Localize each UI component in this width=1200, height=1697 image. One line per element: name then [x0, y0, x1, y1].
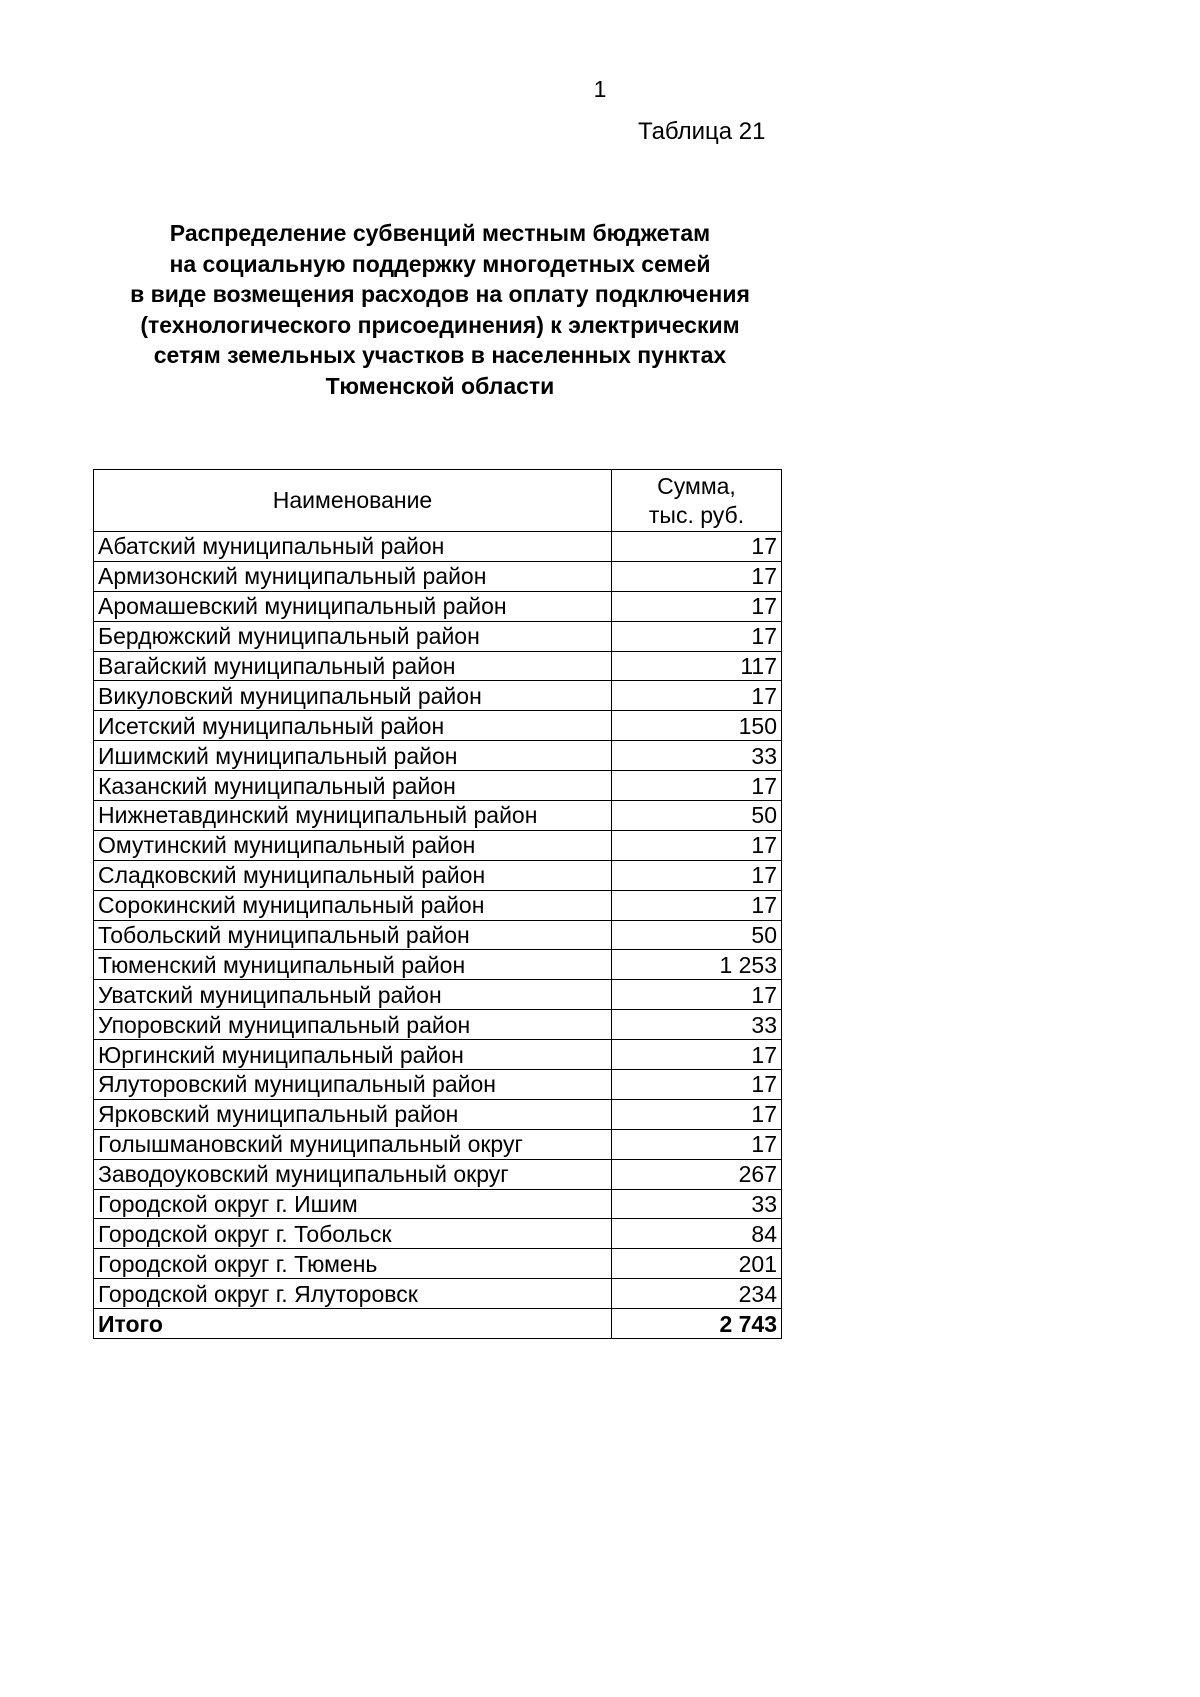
- row-value: 17: [612, 860, 782, 890]
- total-label: Итого: [94, 1309, 612, 1339]
- header-sum: [612, 470, 782, 532]
- table-row: [94, 830, 782, 860]
- row-value: 17: [612, 1040, 782, 1070]
- row-name: Ялуторовский муниципальный район: [94, 1070, 612, 1100]
- table-row: [94, 771, 782, 801]
- table-label: Таблица 21: [638, 118, 766, 145]
- row-value: 17: [612, 1129, 782, 1159]
- row-name: Тюменский муниципальный район: [94, 950, 612, 980]
- row-value: 33: [612, 1010, 782, 1040]
- table-row: [94, 1129, 782, 1159]
- row-name: Нижнетавдинский муниципальный район: [94, 801, 612, 831]
- table-row: [94, 1249, 782, 1279]
- header-sum-line2: тыс. руб.: [648, 501, 745, 528]
- row-value: 234: [612, 1279, 782, 1309]
- table-row: [94, 591, 782, 621]
- table-row: [94, 950, 782, 980]
- title-line: на социальную поддержку многодетных семей: [169, 250, 711, 277]
- row-name: Армизонский муниципальный район: [94, 561, 612, 591]
- table-row: [94, 532, 782, 562]
- row-name: Исетский муниципальный район: [94, 711, 612, 741]
- table-row: [94, 920, 782, 950]
- row-value: 17: [612, 561, 782, 591]
- table-header-row: [94, 470, 782, 532]
- table-row: [94, 741, 782, 771]
- table-row: [94, 1219, 782, 1249]
- table-row: [94, 860, 782, 890]
- table-row: [94, 980, 782, 1010]
- row-name: Казанский муниципальный район: [94, 771, 612, 801]
- row-value: 50: [612, 801, 782, 831]
- page-number: 1: [593, 76, 607, 102]
- row-value: 84: [612, 1219, 782, 1249]
- table-row: [94, 681, 782, 711]
- row-name: Вагайский муниципальный район: [94, 651, 612, 681]
- table-row: [94, 1279, 782, 1309]
- row-value: 17: [612, 591, 782, 621]
- row-name: Викуловский муниципальный район: [94, 681, 612, 711]
- row-value: 17: [612, 681, 782, 711]
- table-row: [94, 801, 782, 831]
- row-value: 17: [612, 771, 782, 801]
- row-name: Городской округ г. Ишим: [94, 1189, 612, 1219]
- table-row: [94, 1159, 782, 1189]
- table-row: [94, 1189, 782, 1219]
- row-name: Уватский муниципальный район: [94, 980, 612, 1010]
- row-name: Аромашевский муниципальный район: [94, 591, 612, 621]
- row-name: Сорокинский муниципальный район: [94, 890, 612, 920]
- row-name: Упоровский муниципальный район: [94, 1010, 612, 1040]
- header-sum-line1: Сумма,: [657, 472, 736, 499]
- row-value: 33: [612, 741, 782, 771]
- row-value: 17: [612, 890, 782, 920]
- row-name: Абатский муниципальный район: [94, 532, 612, 562]
- row-name: Сладковский муниципальный район: [94, 860, 612, 890]
- table-row: [94, 1099, 782, 1129]
- row-value: 117: [612, 651, 782, 681]
- row-value: 33: [612, 1189, 782, 1219]
- title-line: (технологического присоединения) к электрическим: [140, 311, 740, 338]
- total-value: 2 743: [612, 1309, 782, 1339]
- row-value: 17: [612, 1099, 782, 1129]
- header-name: Наименование: [94, 470, 612, 532]
- total-row: [94, 1309, 782, 1339]
- table-row: [94, 1070, 782, 1100]
- row-value: 150: [612, 711, 782, 741]
- table-row: [94, 890, 782, 920]
- title-line: Распределение субвенций местным бюджетам: [169, 220, 711, 246]
- row-name: Голышмановский муниципальный округ: [94, 1129, 612, 1159]
- subvention-table: [93, 469, 782, 1339]
- row-value: 17: [612, 532, 782, 562]
- table-row: [94, 651, 782, 681]
- row-name: Заводоуковский муниципальный округ: [94, 1159, 612, 1189]
- row-name: Тобольский муниципальный район: [94, 920, 612, 950]
- row-value: 17: [612, 1070, 782, 1100]
- row-value: 17: [612, 980, 782, 1010]
- row-name: Городской округ г. Ялуторовск: [94, 1279, 612, 1309]
- title-line: Тюменской области: [325, 372, 555, 399]
- row-name: Ишимский муниципальный район: [94, 741, 612, 771]
- row-value: 267: [612, 1159, 782, 1189]
- table-row: [94, 711, 782, 741]
- table-row: [94, 561, 782, 591]
- table-row: [94, 1010, 782, 1040]
- table-row: [94, 621, 782, 651]
- title-line: сетям земельных участков в населенных пунктах: [153, 342, 727, 368]
- row-name: Юргинский муниципальный район: [94, 1040, 612, 1070]
- title-line: в виде возмещения расходов на оплату подключения: [130, 281, 750, 307]
- row-name: Ярковский муниципальный район: [94, 1099, 612, 1129]
- row-name: Бердюжский муниципальный район: [94, 621, 612, 651]
- row-value: 17: [612, 830, 782, 860]
- document-title: [90, 218, 790, 401]
- row-name: Городской округ г. Тюмень: [94, 1249, 612, 1279]
- row-value: 17: [612, 621, 782, 651]
- row-value: 1 253: [612, 950, 782, 980]
- row-value: 50: [612, 920, 782, 950]
- row-value: 201: [612, 1249, 782, 1279]
- row-name: Омутинский муниципальный район: [94, 830, 612, 860]
- table-body: [94, 532, 782, 1309]
- table-row: [94, 1040, 782, 1070]
- row-name: Городской округ г. Тобольск: [94, 1219, 612, 1249]
